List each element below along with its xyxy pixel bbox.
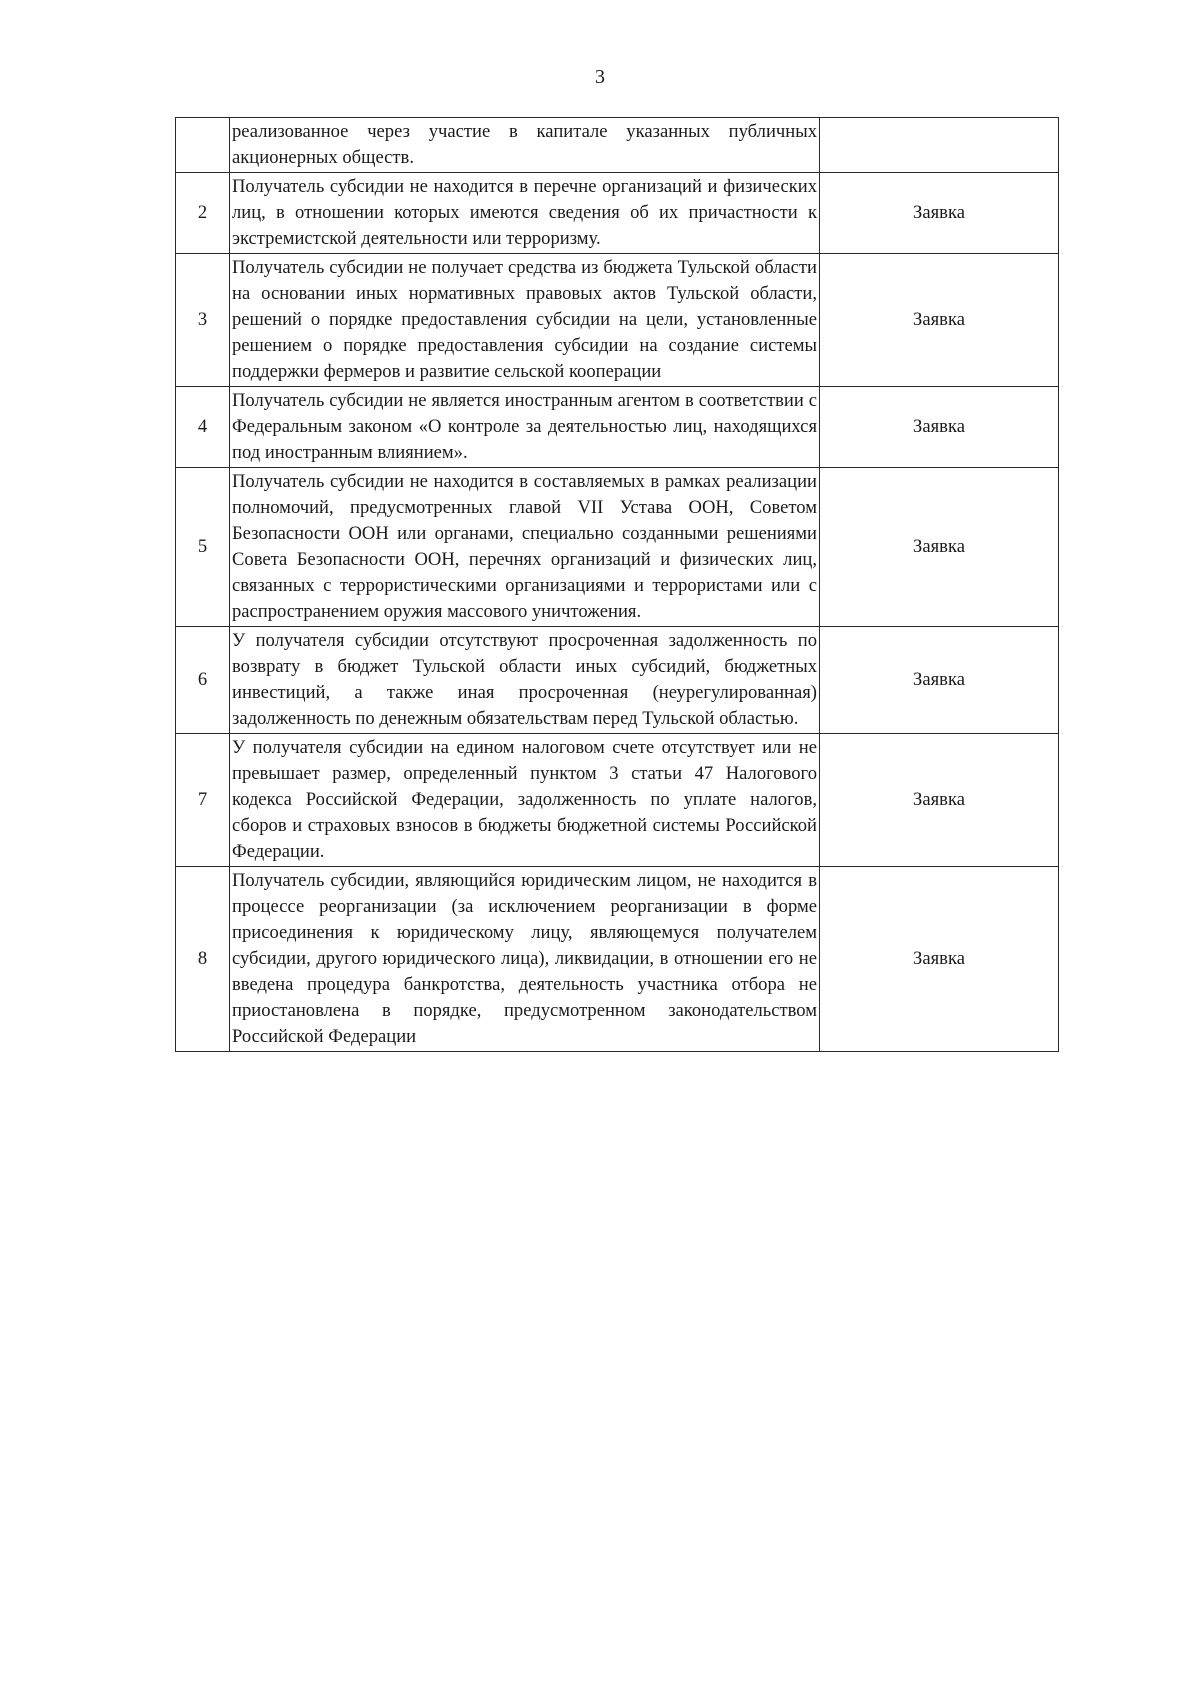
document-name (820, 118, 1059, 173)
table-row (176, 627, 1059, 734)
table-row (176, 734, 1059, 867)
requirement-text: Получатель субсидии не является иностранным агентом в соответствии с Федеральным законом «О контроле за деятельностью лиц, находящихся под иностранным влиянием». (230, 387, 820, 468)
table-row (176, 118, 1059, 173)
row-number: 5 (176, 468, 230, 627)
row-number: 6 (176, 627, 230, 734)
requirement-text: У получателя субсидии отсутствуют просроченная задолженность по возврату в бюджет Тульской области иных субсидий, бюджетных инвестиций, а также иная просроченная (неурегулированная) задолженность по денежным обязательствам перед Тульской областью. (230, 627, 820, 734)
row-number: 4 (176, 387, 230, 468)
requirement-text: Получатель субсидии не находится в составляемых в рамках реализации полномочий, предусмотренных главой VII Устава ООН, Советом Безопасности ООН или органами, специально созданными решениями Совета Безопасности ООН, перечнях организаций и физических лиц, связанных с террористическими организациями и террористами или с распространением оружия массового уничтожения. (230, 468, 820, 627)
table-row (176, 387, 1059, 468)
requirements-table (175, 117, 1059, 1052)
table-row (176, 254, 1059, 387)
table-row (176, 468, 1059, 627)
row-number: 8 (176, 867, 230, 1052)
row-number: 2 (176, 173, 230, 254)
document-name: Заявка (820, 173, 1059, 254)
document-name: Заявка (820, 254, 1059, 387)
requirement-text: реализованное через участие в капитале указанных публичных акционерных обществ. (230, 118, 820, 173)
row-number: 7 (176, 734, 230, 867)
row-number: 3 (176, 254, 230, 387)
document-name: Заявка (820, 734, 1059, 867)
page-number: 3 (595, 66, 605, 88)
requirement-text: Получатель субсидии, являющийся юридическим лицом, не находится в процессе реорганизации (за исключением реорганизации в форме присоединения к юридическому лицу, являющемуся получателем субсидии, другого юридического лица), ликвидации, в отношении его не введена процедура банкротства, деятельность участника отбора не приостановлена в порядке, предусмотренном законодательством Российской Федерации (230, 867, 820, 1052)
document-name: Заявка (820, 387, 1059, 468)
document-name: Заявка (820, 867, 1059, 1052)
row-number (176, 118, 230, 173)
table-row (176, 867, 1059, 1052)
document-name: Заявка (820, 627, 1059, 734)
document-name: Заявка (820, 468, 1059, 627)
requirement-text: У получателя субсидии на едином налоговом счете отсутствует или не превышает размер, определенный пунктом 3 статьи 47 Налогового кодекса Российской Федерации, задолженность по уплате налогов, сборов и страховых взносов в бюджеты бюджетной системы Российской Федерации. (230, 734, 820, 867)
requirement-text: Получатель субсидии не находится в перечне организаций и физических лиц, в отношении которых имеются сведения об их причастности к экстремистской деятельности или терроризму. (230, 173, 820, 254)
table-row (176, 173, 1059, 254)
requirement-text: Получатель субсидии не получает средства из бюджета Тульской области на основании иных нормативных правовых актов Тульской области, решений о порядке предоставления субсидии на цели, установленные решением о порядке предоставления субсидии на создание системы поддержки фермеров и развитие сельской кооперации (230, 254, 820, 387)
